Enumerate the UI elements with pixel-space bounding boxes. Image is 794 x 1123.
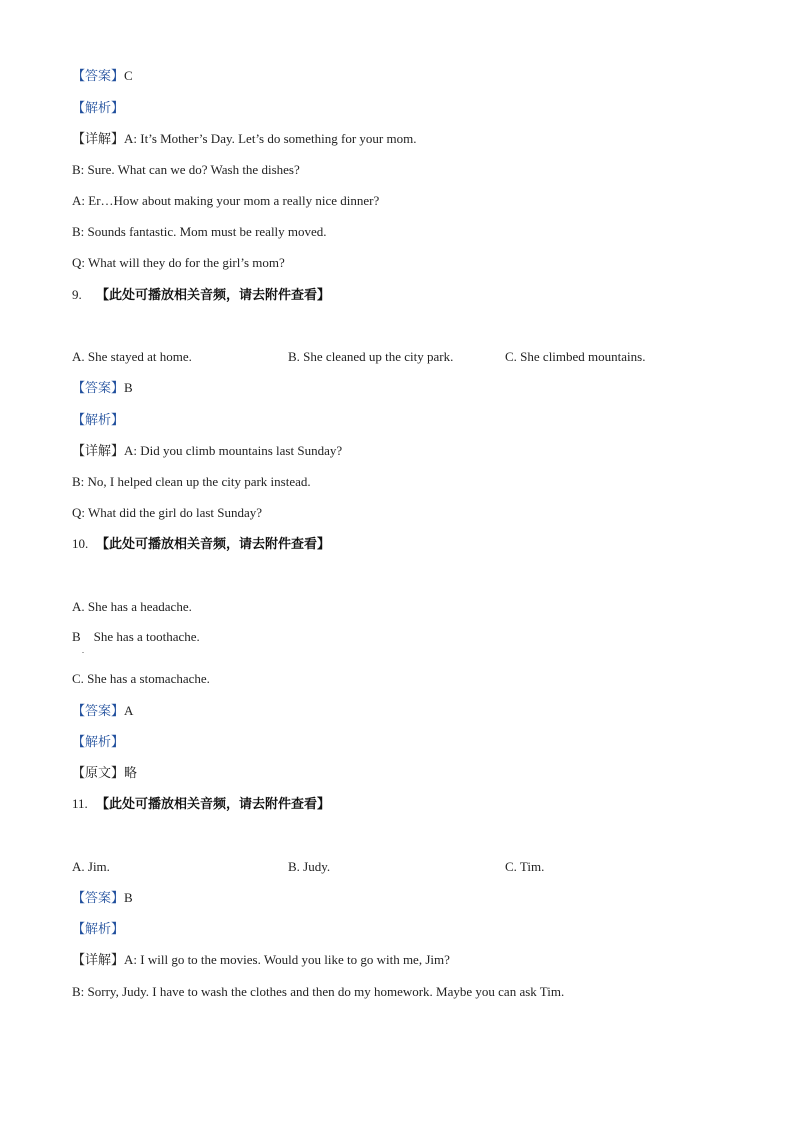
- q11-option-a: A. Jim.: [72, 859, 110, 874]
- q8-answer-line: [72, 68, 133, 85]
- q10-original-line: [72, 765, 137, 782]
- answer-tag: 【答案】: [72, 381, 125, 396]
- detail-tag: 【详解】: [72, 132, 125, 147]
- q9-analysis-line: [72, 412, 124, 429]
- q9-detail-line-1: [72, 443, 342, 460]
- q8-detail-line-5: Q: What will they do for the girl’s mom?: [72, 255, 285, 270]
- answer-tag: 【答案】: [72, 69, 125, 84]
- analysis-tag: 【解析】: [72, 735, 125, 750]
- q9-detail-text-1: A: Did you climb mountains last Sunday?: [124, 443, 343, 458]
- q9-audio-prompt[interactable]: 【此处可播放相关音频，请去附件查看】: [96, 288, 331, 303]
- q10-audio-prompt[interactable]: 【此处可播放相关音频，请去附件查看】: [96, 537, 331, 552]
- q10-number: 10.: [72, 536, 89, 551]
- q11-detail-line-2: B: Sorry, Judy. I have to wash the clothes and then do my homework. Maybe you can ask Tim.: [72, 984, 565, 999]
- answer-tag: 【答案】: [72, 891, 125, 906]
- q11-analysis-line: [72, 921, 124, 938]
- detail-tag: 【详解】: [72, 953, 125, 968]
- q8-answer-value: C: [124, 68, 133, 83]
- q11-detail-text-1: A: I will go to the movies. Would you like to go with me, Jim?: [124, 952, 450, 967]
- q11-number: 11.: [72, 796, 88, 811]
- q10-analysis-line: [72, 734, 124, 751]
- q9-detail-line-2: B: No, I helped clean up the city park instead.: [72, 474, 311, 489]
- q9-answer-line: [72, 380, 133, 397]
- q11-detail-line-1: [72, 952, 450, 969]
- q9-option-a: A. She stayed at home.: [72, 349, 192, 364]
- q10-heading: [72, 536, 330, 553]
- original-tag: 【原文】: [72, 766, 125, 781]
- q11-option-c: C. Tim.: [505, 859, 545, 874]
- q10-option-c: C. She has a stomachache.: [72, 671, 210, 686]
- q9-number: 9.: [72, 287, 82, 302]
- q8-analysis-line: [72, 100, 124, 117]
- q10-option-b-dot: .: [82, 646, 84, 655]
- q9-detail-line-3: Q: What did the girl do last Sunday?: [72, 505, 263, 520]
- q10-option-b-text: She has a toothache.: [93, 629, 200, 644]
- q9-option-c: C. She climbed mountains.: [505, 349, 646, 364]
- q10-answer-value: A: [124, 703, 134, 718]
- q8-detail-text-1: A: It’s Mother’s Day. Let’s do something for your mom.: [124, 131, 417, 146]
- q9-answer-value: B: [124, 380, 133, 395]
- detail-tag: 【详解】: [72, 444, 125, 459]
- q8-detail-line-3: A: Er…How about making your mom a really nice dinner?: [72, 193, 380, 208]
- q10-option-a: A. She has a headache.: [72, 599, 192, 614]
- q10-option-b-letter: B: [72, 629, 81, 644]
- analysis-tag: 【解析】: [72, 413, 125, 428]
- q8-detail-line-4: B: Sounds fantastic. Mom must be really moved.: [72, 224, 327, 239]
- answer-tag: 【答案】: [72, 704, 125, 719]
- q10-original-text: 略: [124, 766, 138, 781]
- q9-option-b: B. She cleaned up the city park.: [288, 349, 454, 364]
- q11-heading: [72, 796, 330, 813]
- q11-answer-line: [72, 890, 133, 907]
- q11-audio-prompt[interactable]: 【此处可播放相关音频，请去附件查看】: [96, 797, 331, 812]
- analysis-tag: 【解析】: [72, 101, 125, 116]
- q10-answer-line: [72, 703, 133, 720]
- q9-heading: [72, 287, 330, 304]
- analysis-tag: 【解析】: [72, 922, 125, 937]
- q11-option-b: B. Judy.: [288, 859, 331, 874]
- q11-answer-value: B: [124, 890, 133, 905]
- q8-detail-line-1: [72, 131, 416, 148]
- q8-detail-line-2: B: Sure. What can we do? Wash the dishes?: [72, 162, 300, 177]
- q10-option-b: [72, 629, 200, 645]
